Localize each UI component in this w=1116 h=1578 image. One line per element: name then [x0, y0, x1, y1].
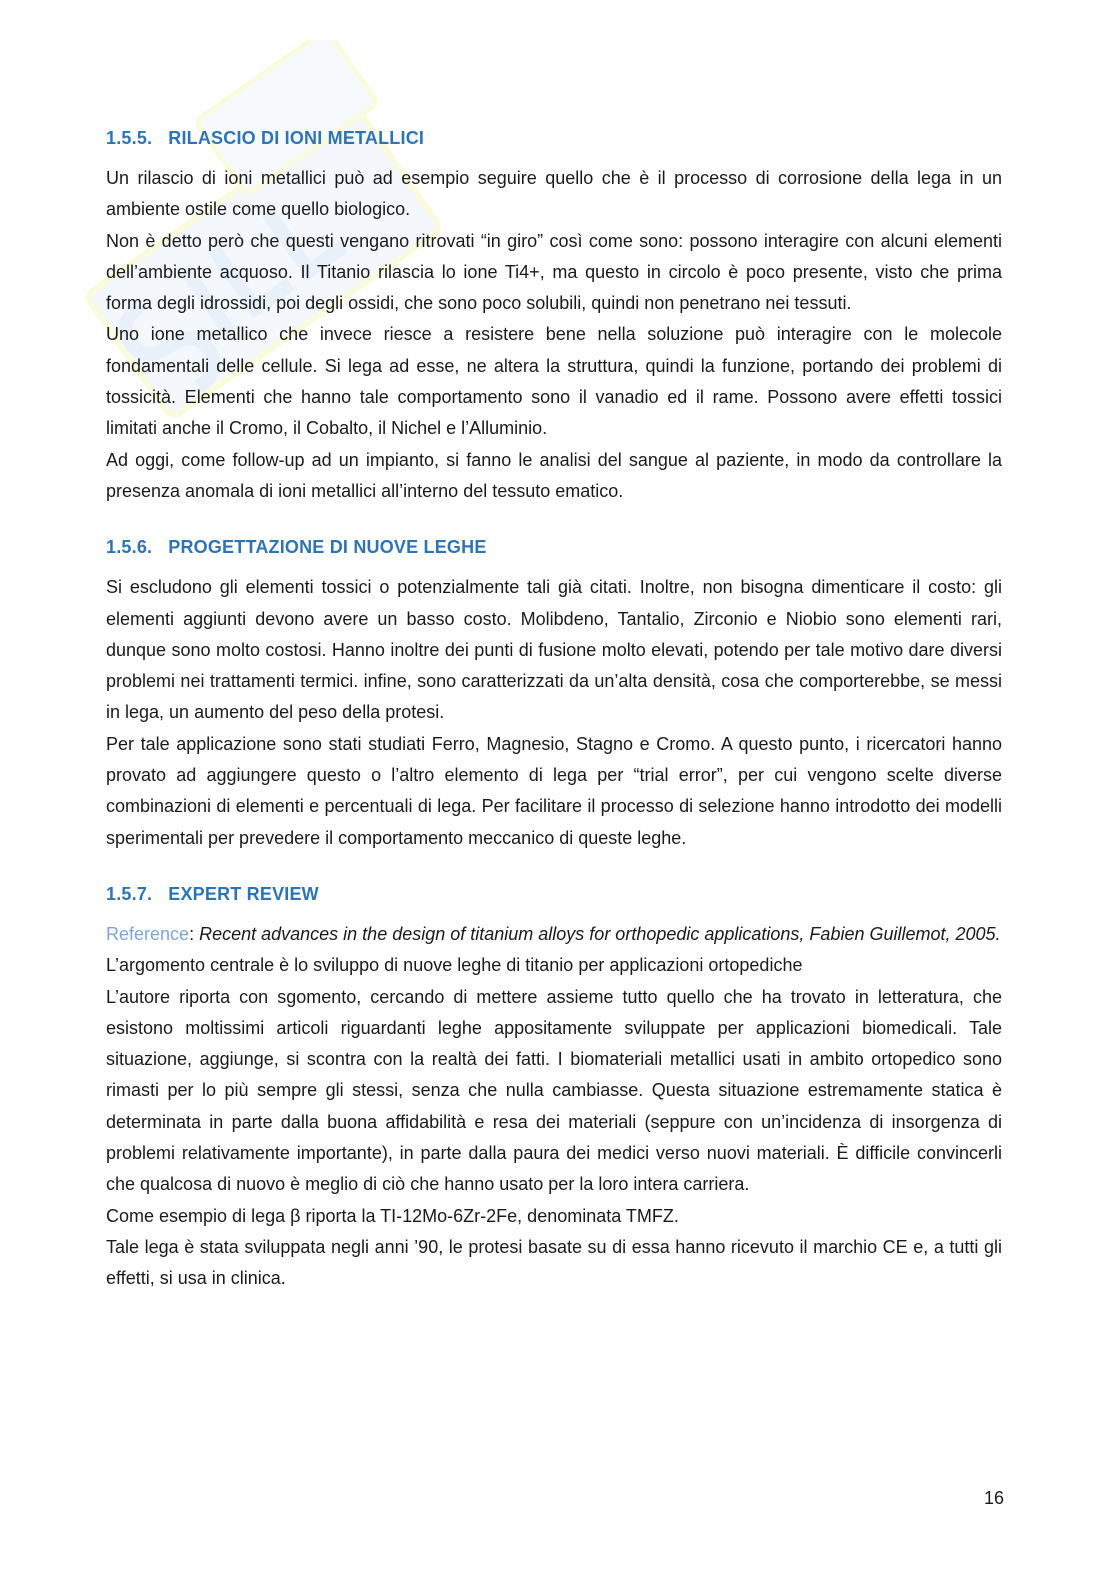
section-number: 1.5.7. — [106, 883, 153, 904]
section-progettazione-leghe — [106, 537, 1002, 854]
document-page — [106, 128, 1002, 1325]
section-heading — [106, 884, 1002, 905]
paragraph: Ad oggi, come follow-up ad un impianto, si fanno le analisi del sangue al paziente, in modo da controllare la presenza anomala di ioni metallici all’interno del tessuto ematico. — [106, 449, 1002, 501]
section-rilascio-ioni — [106, 128, 1002, 507]
paragraph: Per tale applicazione sono stati studiati Ferro, Magnesio, Stagno e Cromo. A questo punto, i ricercatori hanno provato ad aggiungere questo o l’altro elemento di lega per “trial error”, per cui vengono scelte diverse combinazioni di elementi e percentuali di lega. Per facilitare il processo di selezione hanno introdotto dei modelli sperimentali per prevedere il comportamento meccanico di queste leghe. — [106, 733, 1002, 848]
section-title: PROGETTAZIONE DI NUOVE LEGHE — [168, 537, 487, 558]
paragraph: Come esempio di lega β riporta la TI-12Mo-6Zr-2Fe, denominata TMFZ. — [106, 1205, 679, 1226]
paragraph: Si escludono gli elementi tossici o potenzialmente tali già citati. Inoltre, non bisogna dimenticare il costo: gli elementi aggiunti devono avere un basso costo. Molibdeno, Tantalio, Zirconio e Niobio sono elementi rari, dunque sono molto costosi. Hanno inoltre dei punti di fusione molto elevati, potendo per tale motivo dare diversi problemi nei trattamenti termici. infine, sono caratterizzati da un’alta densità, cosa che comporterebbe, se messi in lega, un aumento del peso della protesi. — [106, 577, 1002, 723]
paragraph: Un rilascio di ioni metallici può ad esempio seguire quello che è il processo di corrosione della lega in un ambiente ostile come quello biologico. — [106, 168, 1002, 220]
section-expert-review — [106, 884, 1002, 1295]
page-number: 16 — [983, 1488, 1004, 1508]
section-number: 1.5.6. — [106, 537, 153, 558]
paragraph: Tale lega è stata sviluppata negli anni ’90, le protesi basate su di essa hanno ricevuto il marchio CE e, a tutti gli effetti, si usa in clinica. — [106, 1236, 1002, 1289]
reference-citation: Recent advances in the design of titanium alloys for orthopedic applications, Fabien Guillemot, 2005. — [199, 923, 1001, 944]
section-title: EXPERT REVIEW — [168, 883, 319, 904]
reference-label: Reference — [106, 923, 190, 944]
paragraph: L’autore riporta con sgomento, cercando di mettere assieme tutto quello che ha trovato in letteratura, che esistono moltissimi articoli riguardanti leghe appositamente sviluppate per applicazioni biomedicali. Tale situazione, aggiunge, si scontra con la realtà dei fatti. I biomateriali metallici usati in ambito ortopedico sono rimasti per lo più sempre gli stessi, senza che nulla cambiasse. Questa situazione estremamente statica è determinata in parte dalla buona affidabilità e resa dei materiali (seppure con un’incidenza di insorgenza di problemi relativamente importante), in parte dalla paura dei medici verso nuovi materiali. È difficile convincerli che qualcosa di nuovo è meglio di ciò che hanno usato per la loro intera carriera. — [106, 986, 1002, 1195]
reference-separator: : — [189, 923, 200, 944]
paragraph: Non è detto però che questi vengano ritrovati “in giro” così come sono: possono interagire con alcuni elementi dell’ambiente acquoso. Il Titanio rilascia lo ione Ti4+, ma questo in circolo è poco presente, visto che prima forma degli idrossidi, poi degli ossidi, che sono poco solubili, quindi non penetrano nei tessuti. — [106, 230, 1002, 314]
section-number: 1.5.5. — [106, 128, 153, 148]
paragraph: L’argomento centrale è lo sviluppo di nuove leghe di titanio per applicazioni ortopediche — [106, 955, 803, 976]
section-title: RILASCIO DI IONI METALLICI — [168, 128, 425, 148]
section-heading — [106, 128, 1002, 149]
paragraph: Uno ione metallico che invece riesce a resistere bene nella soluzione può interagire con le molecole fondamentali delle cellule. Si lega ad esse, ne altera la struttura, quindi la funzione, portando dei problemi di tossicità. Elementi che hanno tale comportamento sono il vanadio ed il rame. Possono avere effetti tossici limitati anche il Cromo, il Cobalto, il Nichel e l’Alluminio. — [106, 324, 1002, 439]
section-heading — [106, 537, 1002, 558]
reference-line — [106, 919, 1002, 950]
